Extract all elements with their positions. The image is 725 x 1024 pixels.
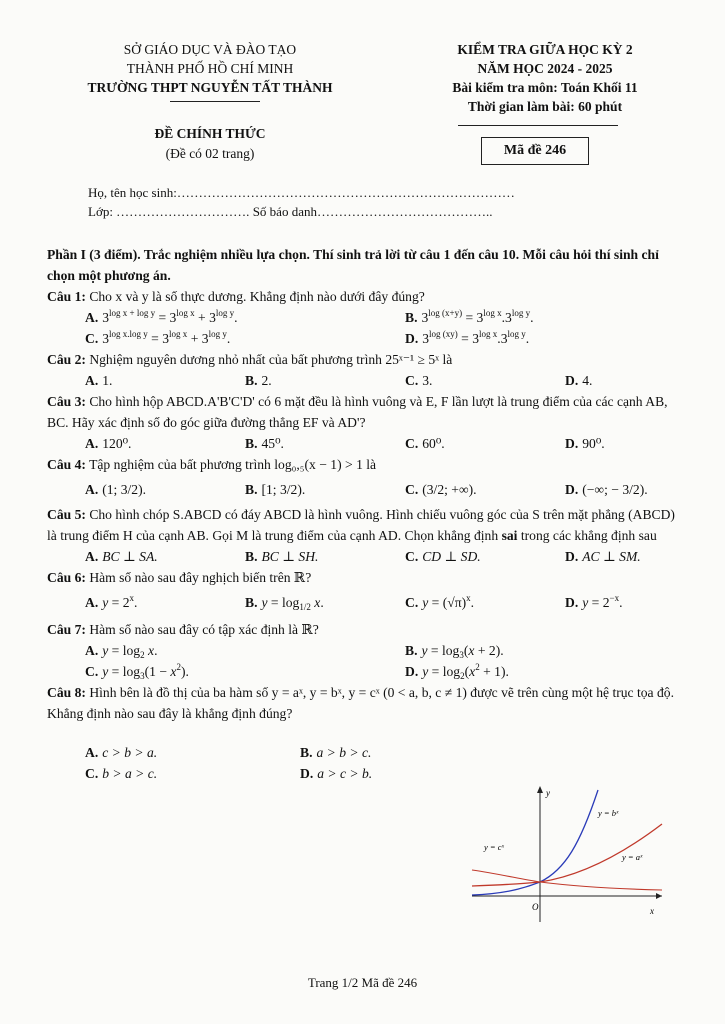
option-d[interactable]: D. (−∞; − 3/2).	[565, 482, 648, 497]
option-label: C.	[405, 595, 419, 610]
student-class-line	[88, 204, 492, 220]
option-label: A.	[85, 373, 99, 388]
option-text: BC ⊥ SA.	[102, 549, 158, 564]
option-label: B.	[405, 643, 418, 658]
option-text: 90⁰.	[582, 436, 605, 451]
question-2	[47, 349, 687, 370]
option-b[interactable]	[262, 742, 477, 763]
option-b[interactable]	[207, 433, 367, 454]
curve-a	[472, 870, 662, 890]
option-label: C.	[405, 373, 419, 388]
curve-c-label: y = cˣ	[484, 842, 504, 852]
question-text: Hàm số nào sau đây nghịch biến trên ℝ?	[89, 570, 312, 585]
option-text: c > b > a.	[102, 745, 158, 760]
option-b[interactable]: B. $3^{log (x+y)} = 3^{log x}.3^{log y}$.	[405, 308, 534, 325]
option-text: a > b > c.	[316, 745, 372, 760]
question-text: Cho x và y là số thực dương. Khẳng định nào dưới đây đúng?	[89, 289, 425, 304]
question-number: Câu 1:	[47, 289, 86, 304]
option-b[interactable]	[207, 546, 367, 567]
option-label: B.	[245, 482, 258, 497]
header-right	[395, 40, 695, 116]
option-b[interactable]: B. [1; 3/2).	[245, 482, 306, 497]
option-a[interactable]: A. $y = 2^x$.	[85, 593, 138, 610]
header-left-rule	[170, 101, 260, 102]
option-d[interactable]	[527, 433, 687, 454]
pages-note: (Đề có 02 trang)	[165, 146, 255, 161]
exam-body	[47, 244, 687, 784]
option-text: 3.	[422, 373, 433, 388]
exponential-graph	[470, 784, 665, 924]
exam-title: KIỂM TRA GIỮA HỌC KỲ 2	[457, 42, 633, 57]
option-label: A.	[85, 745, 99, 760]
city-name: THÀNH PHỐ HỒ CHÍ MINH	[126, 61, 294, 76]
option-label: D.	[565, 549, 579, 564]
option-text: a > c > b.	[317, 766, 373, 781]
option-d[interactable]: D. $y = 2^{-x}$.	[565, 593, 623, 610]
option-label: B.	[405, 310, 418, 325]
x-axis-arrow	[656, 893, 662, 899]
emphasis-word: sai	[501, 528, 518, 543]
option-label: D.	[405, 664, 419, 679]
question-1	[47, 286, 687, 307]
official-label: ĐỀ CHÍNH THỨC	[154, 126, 266, 141]
option-text: CD ⊥ SD.	[422, 549, 481, 564]
curve-b-label: y = bˣ	[598, 808, 619, 818]
option-label: C.	[405, 482, 419, 497]
exam-code-box: Mã đề 246	[481, 137, 589, 165]
option-label: C.	[85, 331, 99, 346]
option-c[interactable]: C. $y = (√\pi)^x$.	[405, 593, 475, 610]
option-a[interactable]: A. (1; 3/2).	[85, 482, 147, 497]
option-label: D.	[300, 766, 314, 781]
y-axis-arrow	[537, 786, 543, 793]
question-number: Câu 5:	[47, 507, 86, 522]
option-d[interactable]	[262, 763, 477, 784]
option-text: 4.	[582, 373, 593, 388]
question-number: Câu 8:	[47, 685, 86, 700]
option-label: B.	[245, 373, 258, 388]
question-text: Nghiệm nguyên dương nhỏ nhất của bất phương trình 25ˣ⁻¹ ≥ 5ˣ là	[89, 352, 453, 367]
option-label: D.	[565, 482, 579, 497]
option-b[interactable]: B. $y = \log_{1/2} x$.	[245, 595, 324, 612]
part1-heading: Phần I (3 điểm). Trắc nghiệm nhiều lựa chọn. Thí sinh trả lời từ câu 1 đến câu 10. Mỗi câu hỏi thí sinh chỉ chọn một phương án.	[47, 247, 659, 283]
option-label: D.	[565, 595, 579, 610]
question-number: Câu 2:	[47, 352, 86, 367]
question-number: Câu 7:	[47, 622, 86, 637]
header-right-rule	[458, 125, 618, 126]
question-text: Hình bên là đồ thị của ba hàm số y = aˣ, y = bˣ, y = cˣ (0 < a, b, c ≠ 1) được vẽ trên cùng một hệ trục tọa độ. Khẳng định nào sau đây là khẳng định đúng?	[47, 685, 674, 721]
question-3	[47, 391, 687, 433]
option-d[interactable]: D. $y = \log_2(x^2 + 1)$.	[405, 662, 509, 681]
option-a[interactable]	[47, 433, 207, 454]
school-name: TRƯỜNG THPT NGUYỄN TẤT THÀNH	[87, 80, 333, 95]
header-left	[40, 40, 380, 97]
option-label: D.	[565, 373, 579, 388]
option-d[interactable]: D. $3^{log (xy)} = 3^{log x}.3^{log y}$.	[405, 329, 530, 346]
origin-label: O	[532, 902, 539, 912]
question-1-options	[47, 307, 687, 349]
question-5-options	[47, 546, 687, 567]
department-name: SỞ GIÁO DỤC VÀ ĐÀO TẠO	[123, 42, 297, 57]
option-label: A.	[85, 436, 99, 451]
option-label: A.	[85, 643, 99, 658]
option-a[interactable]: A. $3^{log x + log y} = 3^{log x} + 3^{log y}$.	[85, 308, 238, 325]
option-label: B.	[245, 436, 258, 451]
question-2-options	[47, 370, 687, 391]
page-footer: Trang 1/2 Mã đề 246	[307, 975, 418, 990]
student-id-label: Số báo danh…………………………………..	[252, 204, 493, 219]
option-label: C.	[85, 766, 99, 781]
question-number: Câu 3:	[47, 394, 86, 409]
option-text: 1.	[102, 373, 113, 388]
option-text: 60⁰.	[422, 436, 445, 451]
option-label: C.	[405, 549, 419, 564]
option-a[interactable]: A. $y = \log_2 x$.	[85, 643, 158, 660]
option-c[interactable]: C. $3^{log x.log y} = 3^{log x} + 3^{log y}$.	[85, 329, 231, 346]
option-label: C.	[405, 436, 419, 451]
option-label: B.	[300, 745, 313, 760]
question-7	[47, 619, 687, 640]
option-c[interactable]	[367, 370, 527, 391]
question-5	[47, 504, 687, 546]
option-text: b > a > c.	[102, 766, 158, 781]
option-label: B.	[245, 549, 258, 564]
student-name-line: Họ, tên học sinh:……………………………………………………………………	[88, 185, 515, 200]
curve-a-label: y = aˣ	[622, 852, 643, 862]
option-d[interactable]	[527, 370, 687, 391]
option-label: A.	[85, 595, 99, 610]
official-block	[125, 124, 295, 164]
x-axis-label: x	[650, 906, 654, 916]
option-label: B.	[245, 595, 258, 610]
option-c[interactable]: C. $y = \log_3(1 - x^2)$.	[85, 662, 189, 681]
question-4	[47, 454, 687, 475]
option-label: A.	[85, 310, 99, 325]
option-c[interactable]	[367, 433, 527, 454]
option-text: 45⁰.	[261, 436, 284, 451]
question-6-options	[47, 592, 687, 613]
question-6	[47, 567, 687, 588]
time-limit: Thời gian làm bài: 60 phút	[467, 99, 623, 114]
option-c[interactable]	[367, 546, 527, 567]
class-label: Lớp: ………………………….	[88, 204, 250, 219]
option-label: A.	[85, 482, 99, 497]
option-a[interactable]	[47, 370, 207, 391]
question-8-options	[47, 742, 477, 784]
option-a[interactable]	[47, 546, 207, 567]
question-text-end: trong các khẳng định sau	[520, 528, 657, 543]
option-label: C.	[85, 664, 99, 679]
question-text: Tập nghiệm của bất phương trình log₀,₅(x − 1) > 1 là	[89, 457, 377, 472]
option-label: D.	[565, 436, 579, 451]
school-year: NĂM HỌC 2024 - 2025	[477, 61, 613, 76]
y-axis-label: y	[546, 788, 550, 798]
question-text: Cho hình hộp ABCD.A'B'C'D' có 6 mặt đều là hình vuông và E, F lần lượt là trung điểm của các cạnh AB, BC. Hãy xác định số đo góc giữa đường thẳng EF và AD'?	[47, 394, 668, 430]
option-text: 2.	[261, 373, 272, 388]
option-d[interactable]	[527, 546, 687, 567]
option-text: AC ⊥ SM.	[582, 549, 641, 564]
question-3-options	[47, 433, 687, 454]
subject-line: Bài kiểm tra môn: Toán Khối 11	[452, 80, 638, 95]
question-number: Câu 6:	[47, 570, 86, 585]
question-8	[47, 682, 687, 724]
option-b[interactable]: B. $y = \log_3(x + 2)$.	[405, 643, 504, 660]
option-label: A.	[85, 549, 99, 564]
option-a[interactable]	[47, 742, 262, 763]
option-c[interactable]	[47, 763, 262, 784]
question-7-options	[47, 640, 687, 682]
question-number: Câu 4:	[47, 457, 86, 472]
option-label: D.	[405, 331, 419, 346]
option-text: 120⁰.	[102, 436, 132, 451]
option-text: BC ⊥ SH.	[261, 549, 319, 564]
question-text: Cho hình chóp S.ABCD có đáy ABCD là hình vuông. Hình chiếu vuông góc của S trên mặt phẳng (ABCD) là trung điểm H của cạnh AB. Gọi M là trung điểm của cạnh AD. Chọn khẳng định	[47, 507, 675, 543]
option-b[interactable]	[207, 370, 367, 391]
question-text: Hàm số nào sau đây có tập xác định là ℝ?	[89, 622, 319, 637]
question-4-options	[47, 479, 687, 500]
option-c[interactable]: C. (3/2; +∞).	[405, 482, 477, 497]
